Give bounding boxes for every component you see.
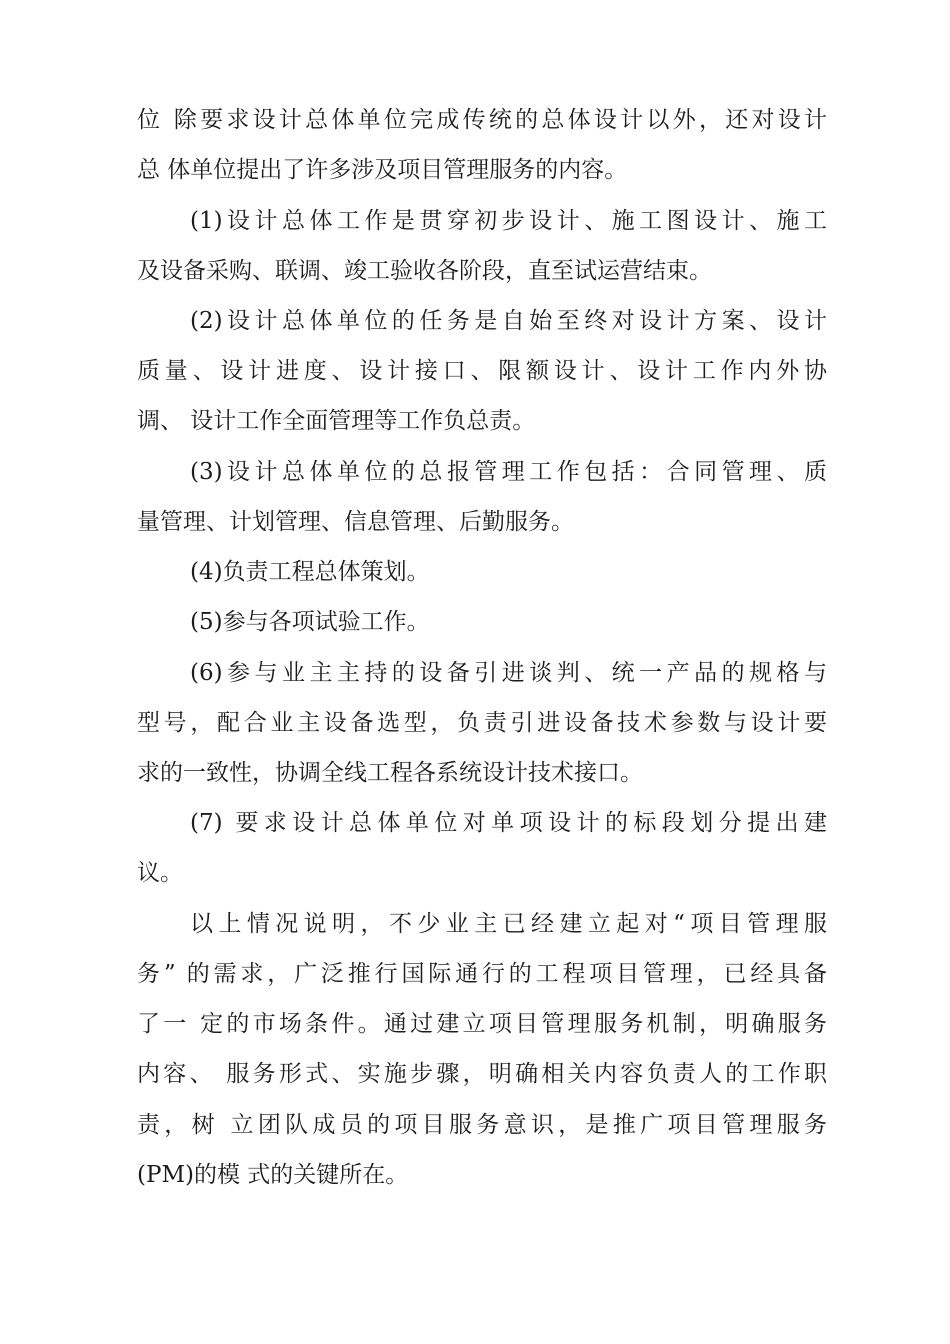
text-line: (5)参与各项试验工作。 — [190, 609, 430, 635]
text-line: 位 除要求设计总体单位完成传统的总体设计以外，还对设计 — [137, 107, 827, 133]
text-line: 总 体单位提出了许多涉及项目管理服务的内容。 — [137, 157, 628, 183]
text-line: (3)设计总体单位的总报管理工作包括：合同管理、质 — [190, 459, 827, 485]
text-line: 了一 定的市场条件。通过建立项目管理服务机制，明确服务 — [137, 1011, 827, 1037]
text-line: (PM)的模 式的关键所在。 — [137, 1162, 409, 1188]
text-line: (1)设计总体工作是贯穿初步设计、施工图设计、施工 — [190, 208, 827, 234]
text-line: (7) 要求设计总体单位对单项设计的标段划分提出建 — [190, 810, 827, 836]
text-line: (4)负责工程总体策划。 — [190, 559, 430, 585]
text-line: 调、 设计工作全面管理等工作负总责。 — [137, 408, 536, 434]
text-line: 以上情况说明，不少业主已经建立起对“项目管理服 — [190, 911, 827, 937]
text-line: 责，树 立团队成员的项目服务意识，是推广项目管理服务 — [137, 1112, 827, 1138]
text-line: 求的一致性，协调全线工程各系统设计技术接口。 — [137, 760, 643, 786]
text-line: (6)参与业主主持的设备引进谈判、统一产品的规格与 — [190, 660, 827, 686]
text-line: 务” 的需求，广泛推行国际通行的工程项目管理，已经具备 — [137, 961, 827, 987]
text-line: 质量、设计进度、设计接口、限额设计、设计工作内外协 — [137, 358, 827, 384]
text-line: 内容、 服务形式、实施步骤，明确相关内容负责人的工作职 — [137, 1061, 827, 1087]
text-line: (2)设计总体单位的任务是自始至终对设计方案、设计 — [190, 308, 827, 334]
text-line: 量管理、计划管理、信息管理、后勤服务。 — [137, 509, 574, 535]
text-line: 型号，配合业主设备选型，负责引进设备技术参数与设计要 — [137, 710, 827, 736]
text-line: 及设备采购、联调、竣工验收各阶段，直至试运营结束。 — [137, 258, 712, 284]
text-line: 议。 — [137, 860, 183, 886]
